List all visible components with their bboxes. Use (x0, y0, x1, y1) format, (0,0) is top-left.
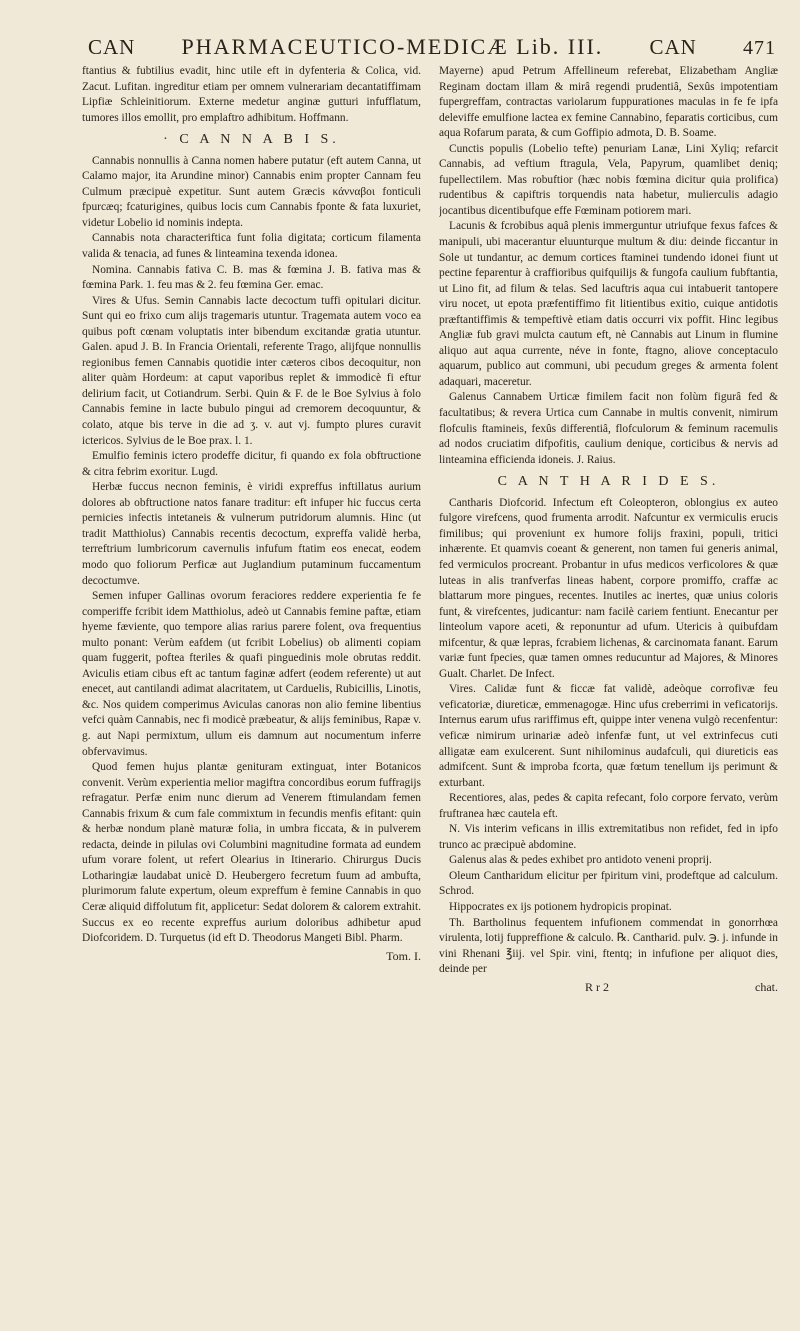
paragraph: N. Vis interim veficans in illis extremitatibus non refidet, fed in ipfo trunco ac præcipuè abdomine. (439, 823, 778, 851)
paragraph: ftantius & fubtilius evadit, hinc utile eft in dyfenteria & Colica, vid. Zacut. Lufitan. ingreditur etiam per omnem vulnerariam decantatiffimam Lipfiæ Schleinitiorum. Externe medetur anginæ gutturi infufflatum, tumores illos emollit, pro emplaftro adhibitum. Hoffmann. (82, 65, 421, 124)
paragraph: Lacunis & fcrobibus aquâ plenis immerguntur utriufque fexus fafces & manipuli, ubi macerantur eluunturque multum & diu: deinde ficcantur in Sole ut tundantur, ac demum cortices ftaminei tundendo idonei fiunt ut pectine feparentur à craffioribus quifquilijs & fungofa caulium fubftantia, ut Lino fit, ad filum & telas. Sed lacuftris aqua cui intabuerit tantopere viru nocet, ut epota præfentiffimo fit litientibus exitio, cuique antidotis præftantiffimis & tempeftivè etiam datis occurri vix poffit. Hinc legibus Angliæ fub gravi mulcta cautum eft, nè Cannabis aut Linum in flumine aliquo aut aqua currente, néve in fonte, ftagno, aliove conceptaculo aquarum, publico aut communi, ubi pecudum greges & armenta folent adaquari, maceretur. (439, 220, 778, 388)
paragraph: Mayerne) apud Petrum Affellineum referebat, Elizabetham Angliæ Reginam doctam illam & mirâ regendi prudentiâ, Sexûs impotentiam fupergreffam, contractas variolarum fuppurationes maculas in fe fe ipfa deleviffe emulfione lactea ex femine Cannabino, feparatis corticibus, cum aqua Rofarum parata, & cum Goffipio admota, D. B. Soame. (439, 65, 778, 140)
paragraph: Th. Bartholinus fequentem infufionem commendat in gonorrhœa virulenta, lotij fuppreffione & calculo. ℞. Cantharid. pulv. ℈. j. infunde in vini Rhenani ℥iij. vel Spir. vini, ftentq; in infufione per aliquot dies, deinde per (439, 916, 778, 976)
paragraph: Semen infuper Gallinas ovorum feraciores reddere experientia fe fe comperiffe fcribit idem Matthiolus, adeò ut Cannabis femine paftæ, etiam hyeme fæviente, quo tempore alias rarius parere folent, ova frequentius multo ponant: Verùm eafdem (ut fcribit Lobelius) ob alimenti copiam quam fuggerit, poftea fteriles & quafi pinguedinis mole obrutas reddit. Aviculis etiam cibus eft ac tantum faginæ adfert (eodem referente) ut aut enecet, aut cantilandi adimat alacritatem, ut Carduelis, Rubicillis, Linotis, &c. Nos quidem comperimus Aviculas canoras non alio femine libentius vefci quàm Cannabis, nec fi modicè præbeatur, & alijs feminibus, Rapæ v. g. aut Napi permixtum, ullum eis damnum aut nocumentum inferre obfervavimus. (82, 590, 421, 758)
left-footer (82, 949, 421, 965)
running-head-right: CAN (649, 35, 697, 59)
left-column (82, 64, 421, 1301)
paragraph: Nomina. Cannabis fativa C. B. mas & fœmina J. B. fativa mas & fœmina Park. 1. feu mas & 2. feu fœmina Ger. emac. (82, 263, 421, 292)
paragraph: Quod femen hujus plantæ genituram extinguat, inter Botanicos convenit. Verùm experientia melior magiftra concordibus eorum fuffragijs refragatur. Perfæ enim nunc dierum ad Venerem ftimulandam femen Cannabis frixum & cum fale commixtum in fecundis menfis efitant: quin & herbæ nondum planè maturæ folia, in umbra ficcata, & in pulverem redacta, deinde in pilulas ovi Columbini magnitudine formata ad eundem ufum vorare folent, ut refert Olearius in Itinerario. Chirurgus Ducis Lotharingiæ laudabat unicè D. Heubergero fecretum fuum ad ambufta, plurimorum falute expertum, oleum expreffum è femine Cannabis in quo Ceræ aliquid diffolutum fit, applicetur: Sedat dolorem & calorem extrahit. Succus ex eo recente expreffus aurium doloribus adhibetur apud Diofcoridem. D. Turquetus (id eft D. Theodorus Mangeti Bibl. Pharm. (82, 761, 421, 945)
running-head-left: CAN (88, 35, 136, 59)
right-column (439, 64, 778, 1301)
paragraph: Herbæ fuccus necnon feminis, è viridi expreffus inftillatus aurium dolores ab obftructione natos fanare traditur: eft infuper hic fuccus certa pernicies infectis intetaneis & vulnerum putridorum alumnis. Hinc (ut tradit Matthiolus) Cannabis recentis decoctum, expreffa validè herba, terreftrium lumbricorum cavernulis infufum ftatim eos enecat, eodem modo quo foliorum Perficæ aut Juglandium putaminum fuccamentum decoctumve. (82, 481, 421, 587)
signature-mark: R r 2 (585, 979, 609, 994)
page-number: 471 (742, 37, 776, 59)
paragraph: Oleum Cantharidum elicitur per fpiritum vini, prodeftque ad calculum. Schrod. (439, 869, 778, 898)
paragraph: Vires. Calidæ funt & ficcæ fat validè, adeòque corrofivæ feu veficatoriæ, diureticæ, emmenagogæ. Hinc ufus creberrimi in veficatorijs. Internus earum ufus rariffimus eft, quippe inter venena vulgò recenfentur: veficæ nimirum urinariæ adeò infenfæ funt, ut vel extrinfecus cuti alligatæ eam exulcerent. Sunt nihilominus audafculi, qui diureticis eas admifcent. Sunt & improba fcorta, quæ fœtum tenellum ijs perimunt & exturbant. (439, 683, 778, 789)
text-columns (82, 64, 778, 1301)
volume-mark: Tom. I. (386, 948, 421, 963)
paragraph: Cannabis nota characteriftica funt folia digitata; corticum filamenta valida & tenacia, ad funes & linteamina texenda idonea. (82, 232, 421, 261)
running-head-title: PHARMACEUTICO-MEDICÆ Lib. III. (181, 34, 604, 59)
paragraph: Galenus alas & pedes exhibet pro antidoto veneni proprij. (449, 854, 712, 867)
running-head (88, 34, 776, 64)
paragraph: Recentiores, alas, pedes & capita refecant, folo corpore fervato, verùm fruftranea hæc cautela eft. (439, 792, 778, 820)
paragraph: Cunctis populis (Lobelio tefte) penuriam Lanæ, Lini Xyliq; refarcit Cannabis, ad veftium ftragula, Vela, Papyrum, quamlibet deniq; fupellectilem. Mas robuftior (hæc nobis fœmina dicitur quia prolifica) rudentibus & capiftris torquendis nata habetur, mulierculis adagio jocantibus dicentibufque effe Fœminam potiorem mari. (439, 142, 778, 217)
paragraph: Hippocrates ex ijs potionem hydropicis propinat. (449, 900, 672, 913)
paragraph: Emulfio feminis ictero prodeffe dicitur, fi quando ex fola obftructione & citra febrim exoritur. Lugd. (82, 450, 421, 478)
right-footer (439, 980, 778, 996)
paragraph: Cantharis Diofcorid. Infectum eft Coleopteron, oblongius ex auteo fulgore virefcens, quod frumenta arrodit. Nafcuntur ex vermiculis erucis fimilibus; qui proveniunt ex humore folijs fraxini, populi, tritici inhærente. Et quamvis coeant & generent, non tamen fui generis animal, fed vermiculos procreant. Probantur in ufus medicos verficolores & quæ luteas in alis tranfverfas lineas habent, corpore promiffo, craffæ ac blattarum more pingues, recentes. Inutiles ac inertes, quæ unius coloris funt, & virefcentes, judicantur: nam facilè cariem fentiunt. Enecantur per linteolum vapore aceti, & reponuntur ad ufum. Utericis à quibufdam mifcentur, & quæ lepras, fcrabiem lichenas, & carcinomata fanant. Earum variæ funt fpecies, quæ tamen omnes reducuntur ad Majores, & Minores Gualt. Charlet. De Infect. (439, 496, 778, 680)
paragraph: Galenus Cannabem Urticæ fimilem facit non folùm figurâ fed & facultatibus; & revera Urtica cum Cannabe in multis convenit, nimirum flofculis ftamineis, fexûs differentiâ, flofculorum & feminum racemulis ad nodos cruciatim difpofitis, caulium denique, corticibus & nervis ad linteamina efficienda idoneis. J. Raius. (439, 391, 778, 466)
paragraph: Cannabis nonnullis à Canna nomen habere putatur (eft autem Canna, ut Calamo major, ita Arundine minor) Cannabis enim propter Cannam feu Culmum præcipuè expetitur. Sunt autem Græcis κάνναβοι fonticuli fpurcæq; fcaturigines, quibus locis cum Cannabis fponte & fata luxuriet, videtur Lobelio id nominis indepta. (82, 154, 421, 229)
catchword: chat. (755, 979, 778, 994)
section-heading-cantharides: C A N T H A R I D E S. (497, 474, 720, 490)
paragraph: Vires & Ufus. Semin Cannabis lacte decoctum tuffi opitulari dicitur. Sunt qui eo frixo cum alijs tragemaris utuntur. Tragemata autem voco ea quibus poft cœnam voluptatis inter bibendum excitandæ gratia utuntur. Galen. apud J. B. In Francia Orientali, referente Trago, alijfque nonnullis regionibus femen Cannabis quotidie inter cæteros cibos decoquitur, non aliter quàm Hordeum: at caput vaporibus replet & immodicè fi eftur delirium facit, ut Cotiandrum. Serbi. Quin & F. de le Boe Sylvius à folo Cannabis femine in lacte bubulo pingui ad cremorem decoquuntur, & colato, atque bis terve in die ad ʒ. v. aut vj. fumpto plures curavit ictericos. Sylvius de le Boe prax. l. 1. (82, 294, 421, 447)
section-heading-cannabis: · C A N N A B I S. (163, 132, 340, 148)
